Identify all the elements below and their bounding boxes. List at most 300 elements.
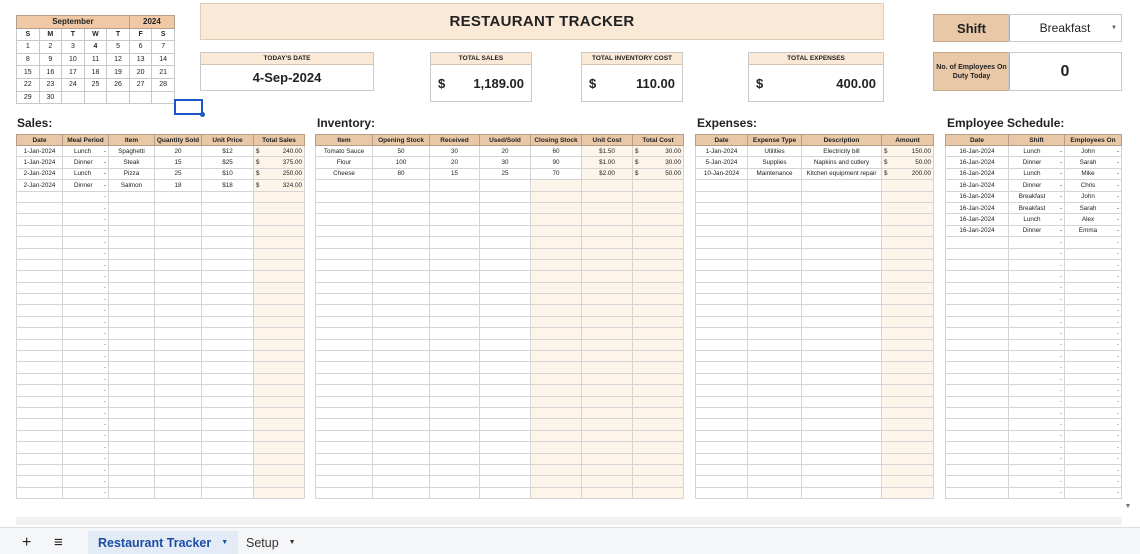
- table-cell[interactable]: [802, 407, 882, 418]
- amount-cell[interactable]: [254, 180, 305, 191]
- table-cell[interactable]: 5-Jan-2024: [696, 157, 748, 168]
- table-cell[interactable]: [17, 339, 63, 350]
- amount-cell[interactable]: [633, 157, 684, 168]
- table-cell[interactable]: [633, 214, 684, 225]
- table-cell[interactable]: [748, 191, 802, 202]
- table-cell[interactable]: $1.50: [582, 146, 633, 157]
- triangle-down-icon[interactable]: ▼: [1111, 25, 1117, 31]
- table-cell[interactable]: [582, 225, 633, 236]
- table-cell[interactable]: [480, 248, 531, 259]
- employee-dropdown-cell[interactable]: [1065, 180, 1122, 191]
- amount-cell[interactable]: [633, 168, 684, 179]
- table-cell[interactable]: [480, 362, 531, 373]
- table-cell[interactable]: [633, 351, 684, 362]
- table-cell[interactable]: [802, 385, 882, 396]
- table-cell[interactable]: [480, 282, 531, 293]
- calendar-day[interactable]: 5: [107, 41, 130, 54]
- table-cell[interactable]: [582, 362, 633, 373]
- meal-period-dropdown[interactable]: [63, 146, 109, 157]
- table-cell[interactable]: [316, 248, 373, 259]
- table-cell[interactable]: [202, 453, 254, 464]
- table-cell[interactable]: [373, 351, 430, 362]
- amount-cell[interactable]: [254, 476, 305, 487]
- calendar-day[interactable]: 1: [17, 41, 40, 54]
- amount-cell[interactable]: [254, 157, 305, 168]
- table-cell[interactable]: [373, 214, 430, 225]
- table-cell[interactable]: $18: [202, 180, 254, 191]
- table-cell[interactable]: Kitchen equipment repair: [802, 168, 882, 179]
- table-cell[interactable]: [802, 339, 882, 350]
- table-cell[interactable]: [109, 407, 155, 418]
- employee-dropdown-cell[interactable]: -: [1065, 453, 1122, 464]
- table-cell[interactable]: [748, 237, 802, 248]
- table-cell[interactable]: [748, 225, 802, 236]
- table-cell[interactable]: [202, 464, 254, 475]
- table-cell[interactable]: [202, 225, 254, 236]
- table-cell[interactable]: [582, 180, 633, 191]
- table-cell[interactable]: [531, 237, 582, 248]
- amount-cell[interactable]: [254, 146, 305, 157]
- table-cell[interactable]: [373, 294, 430, 305]
- table-cell[interactable]: [748, 316, 802, 327]
- table-cell[interactable]: [430, 385, 480, 396]
- amount-cell[interactable]: [882, 476, 934, 487]
- calendar-day[interactable]: 6: [129, 41, 152, 54]
- table-cell[interactable]: [202, 419, 254, 430]
- table-cell[interactable]: 16-Jan-2024: [946, 225, 1009, 236]
- table-cell[interactable]: [531, 214, 582, 225]
- table-cell[interactable]: [480, 487, 531, 498]
- meal-period-dropdown[interactable]: -: [63, 259, 109, 270]
- table-cell[interactable]: [748, 328, 802, 339]
- table-cell[interactable]: [531, 294, 582, 305]
- table-cell[interactable]: [373, 271, 430, 282]
- amount-cell[interactable]: [254, 271, 305, 282]
- table-cell[interactable]: [480, 419, 531, 430]
- shift-dropdown-cell[interactable]: -: [1009, 385, 1065, 396]
- table-cell[interactable]: [633, 453, 684, 464]
- table-cell[interactable]: [531, 282, 582, 293]
- amount-cell[interactable]: [254, 373, 305, 384]
- amount-cell[interactable]: [882, 180, 934, 191]
- table-cell[interactable]: [633, 202, 684, 213]
- amount-cell[interactable]: [633, 146, 684, 157]
- table-cell[interactable]: [802, 419, 882, 430]
- table-cell[interactable]: 80: [373, 168, 430, 179]
- table-cell[interactable]: [202, 214, 254, 225]
- calendar-day[interactable]: [62, 91, 85, 104]
- table-cell[interactable]: [946, 282, 1009, 293]
- table-cell[interactable]: [748, 487, 802, 498]
- table-cell[interactable]: [373, 180, 430, 191]
- table-cell[interactable]: [155, 453, 202, 464]
- calendar-day[interactable]: 27: [129, 78, 152, 91]
- table-cell[interactable]: [633, 339, 684, 350]
- shift-dropdown-cell[interactable]: -: [1009, 487, 1065, 498]
- table-cell[interactable]: [17, 214, 63, 225]
- table-cell[interactable]: 10-Jan-2024: [696, 168, 748, 179]
- amount-cell[interactable]: [882, 430, 934, 441]
- employee-dropdown-cell[interactable]: -: [1065, 407, 1122, 418]
- table-cell[interactable]: [202, 248, 254, 259]
- shift-dropdown-cell[interactable]: -: [1009, 430, 1065, 441]
- calendar-day[interactable]: 26: [107, 78, 130, 91]
- table-cell[interactable]: [155, 237, 202, 248]
- table-cell[interactable]: 25: [155, 168, 202, 179]
- table-cell[interactable]: [480, 430, 531, 441]
- amount-cell[interactable]: [254, 282, 305, 293]
- meal-period-dropdown[interactable]: -: [63, 407, 109, 418]
- employee-dropdown-cell[interactable]: -: [1065, 305, 1122, 316]
- table-cell[interactable]: [155, 351, 202, 362]
- calendar-day[interactable]: 17: [62, 66, 85, 79]
- table-cell[interactable]: [582, 430, 633, 441]
- table-cell[interactable]: [316, 419, 373, 430]
- table-cell[interactable]: [946, 259, 1009, 270]
- amount-cell[interactable]: [254, 248, 305, 259]
- meal-period-dropdown[interactable]: -: [63, 316, 109, 327]
- shift-dropdown-cell[interactable]: -: [1009, 453, 1065, 464]
- table-cell[interactable]: [17, 385, 63, 396]
- table-cell[interactable]: [633, 294, 684, 305]
- employee-dropdown-cell[interactable]: [1065, 157, 1122, 168]
- meal-period-dropdown[interactable]: -: [63, 248, 109, 259]
- table-cell[interactable]: [582, 464, 633, 475]
- table-cell[interactable]: [316, 351, 373, 362]
- table-cell[interactable]: 15: [155, 157, 202, 168]
- amount-cell[interactable]: [882, 351, 934, 362]
- shift-dropdown-cell[interactable]: [1009, 168, 1065, 179]
- calendar-day[interactable]: [129, 91, 152, 104]
- table-cell[interactable]: [430, 282, 480, 293]
- employee-dropdown-cell[interactable]: -: [1065, 476, 1122, 487]
- table-cell[interactable]: [748, 464, 802, 475]
- calendar-day[interactable]: 30: [39, 91, 62, 104]
- table-cell[interactable]: [531, 259, 582, 270]
- table-cell[interactable]: [430, 407, 480, 418]
- employee-dropdown-cell[interactable]: -: [1065, 430, 1122, 441]
- table-cell[interactable]: $12: [202, 146, 254, 157]
- calendar-day[interactable]: 14: [152, 53, 175, 66]
- table-cell[interactable]: [373, 202, 430, 213]
- table-cell[interactable]: [633, 407, 684, 418]
- table-cell[interactable]: [531, 453, 582, 464]
- table-cell[interactable]: [316, 487, 373, 498]
- table-cell[interactable]: 16-Jan-2024: [946, 202, 1009, 213]
- meal-period-dropdown[interactable]: -: [63, 385, 109, 396]
- table-cell[interactable]: [430, 442, 480, 453]
- table-cell[interactable]: [109, 430, 155, 441]
- table-cell[interactable]: [946, 476, 1009, 487]
- table-cell[interactable]: [531, 225, 582, 236]
- table-cell[interactable]: [202, 396, 254, 407]
- table-cell[interactable]: [696, 453, 748, 464]
- table-cell[interactable]: [202, 430, 254, 441]
- table-cell[interactable]: [696, 442, 748, 453]
- table-cell[interactable]: [430, 362, 480, 373]
- table-cell[interactable]: [155, 328, 202, 339]
- tab-restaurant-tracker[interactable]: [88, 531, 238, 554]
- table-cell[interactable]: [316, 225, 373, 236]
- plus-icon[interactable]: +: [22, 533, 32, 551]
- shift-dropdown-cell[interactable]: -: [1009, 339, 1065, 350]
- table-cell[interactable]: [316, 385, 373, 396]
- calendar-day[interactable]: 20: [129, 66, 152, 79]
- table-cell[interactable]: [109, 419, 155, 430]
- table-cell[interactable]: [155, 442, 202, 453]
- table-cell[interactable]: 1-Jan-2024: [696, 146, 748, 157]
- amount-cell[interactable]: [882, 294, 934, 305]
- table-cell[interactable]: [582, 407, 633, 418]
- table-cell[interactable]: Cheese: [316, 168, 373, 179]
- table-cell[interactable]: [696, 419, 748, 430]
- shift-dropdown-cell[interactable]: [1009, 180, 1065, 191]
- table-cell[interactable]: [633, 430, 684, 441]
- calendar-day[interactable]: 10: [62, 53, 85, 66]
- table-cell[interactable]: [696, 396, 748, 407]
- table-cell[interactable]: [109, 294, 155, 305]
- table-cell[interactable]: 16-Jan-2024: [946, 168, 1009, 179]
- table-cell[interactable]: [531, 202, 582, 213]
- table-cell[interactable]: [802, 453, 882, 464]
- table-cell[interactable]: [531, 362, 582, 373]
- table-cell[interactable]: [155, 407, 202, 418]
- meal-period-dropdown[interactable]: -: [63, 214, 109, 225]
- table-cell[interactable]: [946, 271, 1009, 282]
- shift-dropdown-cell[interactable]: [1009, 191, 1065, 202]
- table-cell[interactable]: [430, 305, 480, 316]
- employee-dropdown-cell[interactable]: [1065, 168, 1122, 179]
- table-cell[interactable]: 1-Jan-2024: [17, 157, 63, 168]
- calendar-day[interactable]: 28: [152, 78, 175, 91]
- employee-dropdown-cell[interactable]: -: [1065, 259, 1122, 270]
- table-cell[interactable]: [802, 237, 882, 248]
- table-cell[interactable]: [802, 396, 882, 407]
- meal-period-dropdown[interactable]: [63, 168, 109, 179]
- table-cell[interactable]: [946, 305, 1009, 316]
- amount-cell[interactable]: [882, 407, 934, 418]
- table-cell[interactable]: [582, 419, 633, 430]
- table-cell[interactable]: [109, 362, 155, 373]
- table-cell[interactable]: [696, 259, 748, 270]
- table-cell[interactable]: [480, 316, 531, 327]
- table-cell[interactable]: [531, 180, 582, 191]
- table-cell[interactable]: [633, 282, 684, 293]
- shift-dropdown-cell[interactable]: -: [1009, 407, 1065, 418]
- calendar-day[interactable]: 4: [84, 41, 107, 54]
- amount-cell[interactable]: [254, 225, 305, 236]
- table-cell[interactable]: [202, 442, 254, 453]
- table-cell[interactable]: [480, 259, 531, 270]
- amount-cell[interactable]: [882, 339, 934, 350]
- table-cell[interactable]: [17, 487, 63, 498]
- table-cell[interactable]: [802, 373, 882, 384]
- table-cell[interactable]: [531, 316, 582, 327]
- selected-cell[interactable]: [174, 99, 203, 115]
- table-cell[interactable]: [748, 271, 802, 282]
- table-cell[interactable]: [155, 225, 202, 236]
- amount-cell[interactable]: [882, 225, 934, 236]
- table-cell[interactable]: [316, 237, 373, 248]
- table-cell[interactable]: [202, 271, 254, 282]
- table-cell[interactable]: [430, 487, 480, 498]
- table-cell[interactable]: [480, 476, 531, 487]
- table-cell[interactable]: [480, 180, 531, 191]
- table-cell[interactable]: [696, 407, 748, 418]
- table-cell[interactable]: [696, 191, 748, 202]
- table-cell[interactable]: [531, 351, 582, 362]
- table-cell[interactable]: [696, 339, 748, 350]
- table-cell[interactable]: [17, 282, 63, 293]
- calendar-day[interactable]: [107, 91, 130, 104]
- table-cell[interactable]: [17, 316, 63, 327]
- amount-cell[interactable]: [254, 442, 305, 453]
- table-cell[interactable]: [373, 396, 430, 407]
- table-cell[interactable]: [531, 396, 582, 407]
- table-cell[interactable]: [316, 442, 373, 453]
- table-cell[interactable]: [696, 476, 748, 487]
- table-cell[interactable]: [696, 430, 748, 441]
- amount-cell[interactable]: [254, 168, 305, 179]
- table-cell[interactable]: [155, 362, 202, 373]
- calendar-day[interactable]: 25: [84, 78, 107, 91]
- amount-cell[interactable]: [882, 373, 934, 384]
- table-cell[interactable]: [155, 396, 202, 407]
- meal-period-dropdown[interactable]: [63, 180, 109, 191]
- table-cell[interactable]: [696, 351, 748, 362]
- employee-dropdown-cell[interactable]: -: [1065, 339, 1122, 350]
- table-cell[interactable]: [633, 385, 684, 396]
- employee-dropdown-cell[interactable]: -: [1065, 271, 1122, 282]
- amount-cell[interactable]: [882, 305, 934, 316]
- table-cell[interactable]: [748, 373, 802, 384]
- table-cell[interactable]: [946, 487, 1009, 498]
- amount-cell[interactable]: [254, 202, 305, 213]
- table-cell[interactable]: [582, 487, 633, 498]
- table-cell[interactable]: [633, 373, 684, 384]
- table-cell[interactable]: [480, 214, 531, 225]
- table-cell[interactable]: [155, 214, 202, 225]
- table-cell[interactable]: [582, 271, 633, 282]
- table-cell[interactable]: [17, 362, 63, 373]
- employee-dropdown-cell[interactable]: -: [1065, 487, 1122, 498]
- table-cell[interactable]: [373, 248, 430, 259]
- table-cell[interactable]: [373, 305, 430, 316]
- table-cell[interactable]: [696, 464, 748, 475]
- scroll-down-arrow[interactable]: ▼: [1124, 503, 1132, 510]
- table-cell[interactable]: 70: [531, 168, 582, 179]
- table-cell[interactable]: [373, 328, 430, 339]
- table-cell[interactable]: [802, 282, 882, 293]
- table-cell[interactable]: Flour: [316, 157, 373, 168]
- amount-cell[interactable]: [882, 271, 934, 282]
- table-cell[interactable]: [109, 464, 155, 475]
- table-cell[interactable]: [17, 464, 63, 475]
- table-cell[interactable]: [531, 464, 582, 475]
- table-cell[interactable]: [696, 487, 748, 498]
- employee-dropdown-cell[interactable]: -: [1065, 442, 1122, 453]
- table-cell[interactable]: [802, 191, 882, 202]
- table-cell[interactable]: [373, 419, 430, 430]
- amount-cell[interactable]: [882, 237, 934, 248]
- table-cell[interactable]: [633, 237, 684, 248]
- table-cell[interactable]: 1-Jan-2024: [17, 146, 63, 157]
- table-cell[interactable]: [17, 351, 63, 362]
- employee-dropdown-cell[interactable]: -: [1065, 396, 1122, 407]
- table-cell[interactable]: [696, 328, 748, 339]
- table-cell[interactable]: [748, 180, 802, 191]
- employee-dropdown-cell[interactable]: -: [1065, 385, 1122, 396]
- table-cell[interactable]: [155, 464, 202, 475]
- table-cell[interactable]: [582, 214, 633, 225]
- calendar-day[interactable]: 21: [152, 66, 175, 79]
- amount-cell[interactable]: [254, 487, 305, 498]
- table-cell[interactable]: $25: [202, 157, 254, 168]
- table-cell[interactable]: [531, 487, 582, 498]
- employee-dropdown-cell[interactable]: -: [1065, 419, 1122, 430]
- amount-cell[interactable]: [882, 191, 934, 202]
- amount-cell[interactable]: [254, 464, 305, 475]
- table-cell[interactable]: [17, 442, 63, 453]
- calendar-day[interactable]: 15: [17, 66, 40, 79]
- amount-cell[interactable]: [254, 351, 305, 362]
- table-cell[interactable]: [430, 339, 480, 350]
- table-cell[interactable]: 20: [430, 157, 480, 168]
- table-cell[interactable]: [480, 225, 531, 236]
- table-cell[interactable]: [696, 271, 748, 282]
- table-cell[interactable]: [633, 328, 684, 339]
- amount-cell[interactable]: [882, 259, 934, 270]
- table-cell[interactable]: [109, 373, 155, 384]
- table-cell[interactable]: [17, 237, 63, 248]
- calendar-day[interactable]: 11: [84, 53, 107, 66]
- calendar-day[interactable]: 9: [39, 53, 62, 66]
- amount-cell[interactable]: [882, 362, 934, 373]
- table-cell[interactable]: 60: [531, 146, 582, 157]
- table-cell[interactable]: [696, 305, 748, 316]
- shift-dropdown-cell[interactable]: -: [1009, 305, 1065, 316]
- table-cell[interactable]: [316, 328, 373, 339]
- table-cell[interactable]: [109, 259, 155, 270]
- table-cell[interactable]: [430, 351, 480, 362]
- table-cell[interactable]: [802, 487, 882, 498]
- amount-cell[interactable]: [882, 316, 934, 327]
- table-cell[interactable]: [633, 464, 684, 475]
- table-cell[interactable]: [109, 385, 155, 396]
- table-cell[interactable]: [155, 385, 202, 396]
- amount-cell[interactable]: [882, 464, 934, 475]
- table-cell[interactable]: [373, 487, 430, 498]
- amount-cell[interactable]: [882, 248, 934, 259]
- table-cell[interactable]: [109, 442, 155, 453]
- table-cell[interactable]: [748, 396, 802, 407]
- employee-dropdown-cell[interactable]: -: [1065, 351, 1122, 362]
- table-cell[interactable]: [109, 237, 155, 248]
- table-cell[interactable]: [109, 316, 155, 327]
- meal-period-dropdown[interactable]: -: [63, 373, 109, 384]
- table-cell[interactable]: [316, 282, 373, 293]
- table-cell[interactable]: [748, 430, 802, 441]
- table-cell[interactable]: [202, 259, 254, 270]
- amount-cell[interactable]: [254, 407, 305, 418]
- employee-dropdown-cell[interactable]: -: [1065, 373, 1122, 384]
- table-cell[interactable]: [531, 373, 582, 384]
- table-cell[interactable]: [202, 316, 254, 327]
- table-cell[interactable]: [748, 339, 802, 350]
- table-cell[interactable]: 20: [480, 146, 531, 157]
- table-cell[interactable]: [748, 202, 802, 213]
- table-cell[interactable]: [802, 476, 882, 487]
